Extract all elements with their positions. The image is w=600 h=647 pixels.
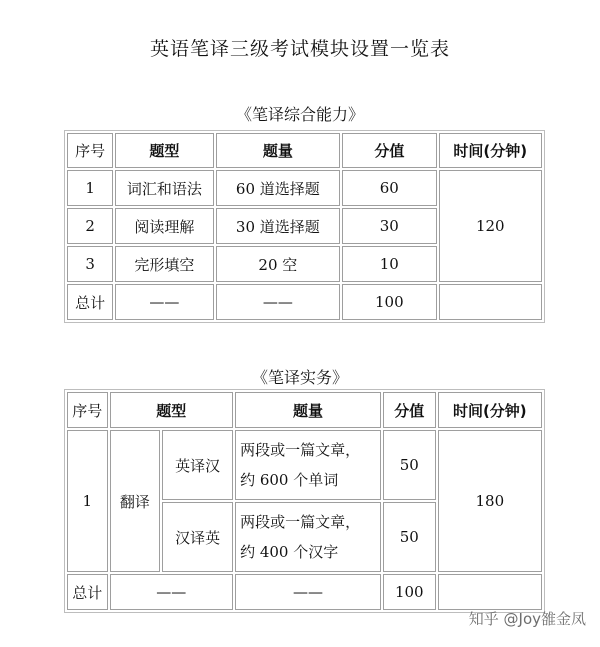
header-score: 分值	[383, 392, 436, 428]
cell-amount: 60 道选择题	[216, 170, 341, 206]
cell-type: 词汇和语法	[115, 170, 213, 206]
cell-score: 10	[342, 246, 436, 282]
cell-total-type: ——	[115, 284, 213, 320]
header-type: 题型	[110, 392, 234, 428]
cell-score: 50	[383, 502, 436, 572]
cell-total-label: 总计	[67, 284, 113, 320]
table-row	[67, 430, 542, 500]
cell-index: 1	[67, 170, 113, 206]
cell-amount: 20 空	[216, 246, 341, 282]
table2-caption: 《笔译实务》	[251, 368, 348, 387]
cell-amount-line2: 约 400 个汉字	[240, 543, 339, 561]
cell-type: 完形填空	[115, 246, 213, 282]
cell-total-time	[438, 574, 542, 610]
cell-total-type: ——	[110, 574, 234, 610]
cell-index: 1	[67, 430, 108, 572]
table-total-row	[67, 574, 542, 610]
cell-total-amount: ——	[216, 284, 341, 320]
header-amount: 题量	[216, 133, 341, 168]
table-row	[67, 170, 542, 206]
header-index: 序号	[67, 392, 108, 428]
cell-amount	[235, 430, 381, 500]
table-header-row	[67, 133, 542, 168]
table-total-row	[67, 284, 542, 320]
cell-total-score: 100	[342, 284, 436, 320]
cell-amount-line1: 两段或一篇文章，	[240, 513, 361, 531]
cell-total-time	[439, 284, 542, 320]
table1-caption: 《笔译综合能力》	[235, 105, 364, 124]
cell-score: 60	[342, 170, 436, 206]
page-title: 英语笔译三级考试模块设置一览表	[149, 38, 450, 60]
cell-time: 120	[439, 170, 542, 282]
cell-amount: 30 道选择题	[216, 208, 341, 244]
cell-total-score: 100	[383, 574, 436, 610]
cell-amount-line2: 约 600 个单词	[240, 471, 339, 489]
header-score: 分值	[342, 133, 436, 168]
header-time: 时间(分钟)	[438, 392, 542, 428]
cell-amount	[235, 502, 381, 572]
header-time: 时间(分钟)	[439, 133, 542, 168]
cell-type: 英译汉	[162, 430, 233, 500]
cell-index: 3	[67, 246, 113, 282]
watermark: 知乎 @Joy雒金凤	[468, 610, 586, 628]
header-index: 序号	[67, 133, 113, 168]
cell-total-amount: ——	[235, 574, 381, 610]
header-amount: 题量	[235, 392, 381, 428]
cell-total-label: 总计	[67, 574, 108, 610]
table-comprehensive-ability	[64, 130, 545, 323]
cell-score: 50	[383, 430, 436, 500]
cell-amount-line1: 两段或一篇文章，	[240, 441, 361, 459]
cell-type: 汉译英	[162, 502, 233, 572]
header-type: 题型	[115, 133, 213, 168]
cell-time: 180	[438, 430, 542, 572]
table-translation-practice	[64, 389, 545, 613]
table-header-row	[67, 392, 542, 428]
cell-category: 翻译	[110, 430, 161, 572]
cell-index: 2	[67, 208, 113, 244]
cell-type: 阅读理解	[115, 208, 213, 244]
cell-score: 30	[342, 208, 436, 244]
